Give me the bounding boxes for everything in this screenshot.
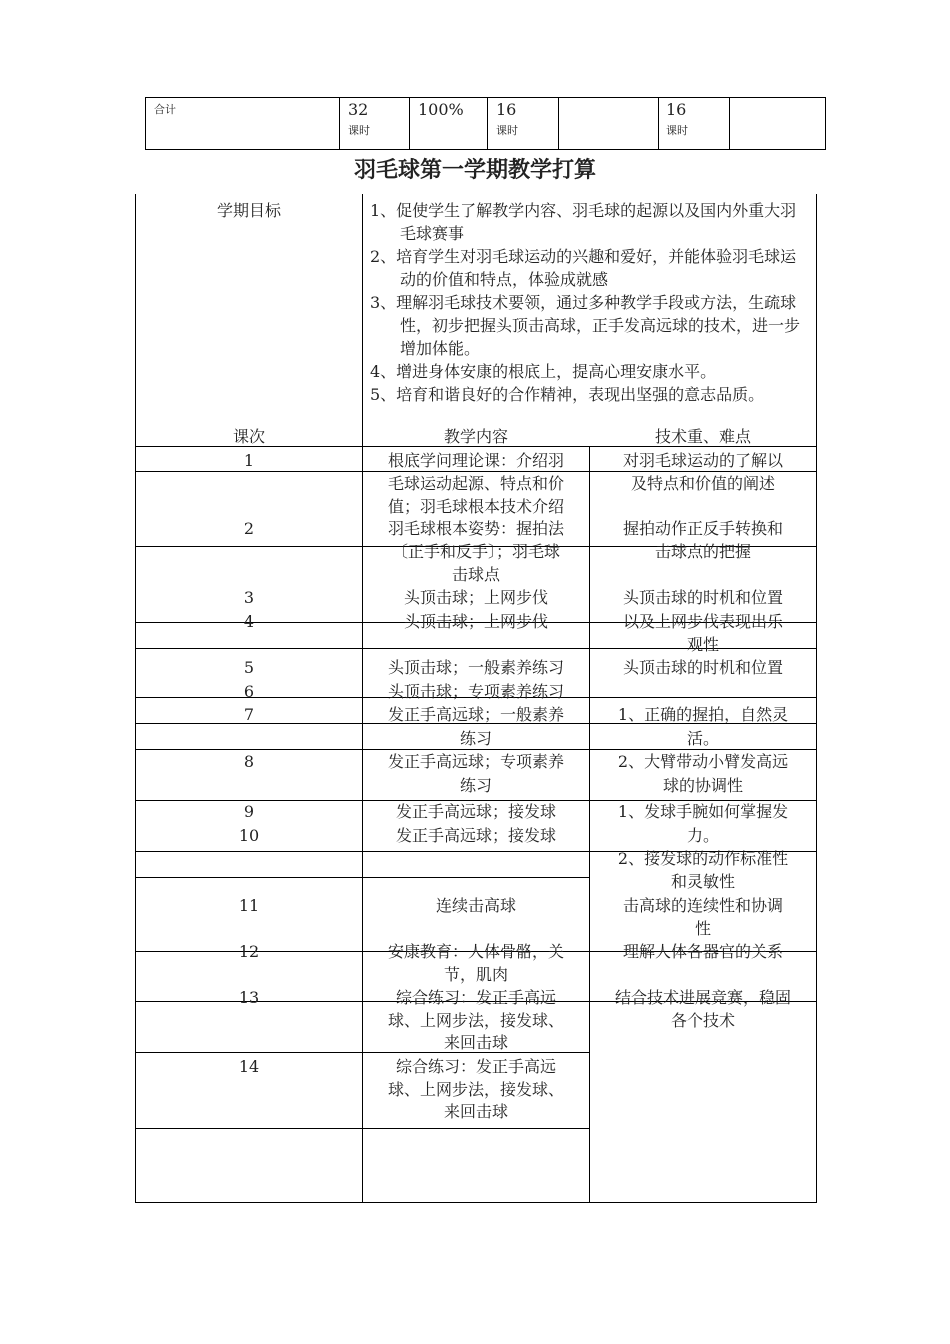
key-point: 2、大臂带动小臂发高远 (617, 752, 789, 771)
lesson-content: 头顶击球；上网步伐 (403, 612, 548, 631)
lesson-number: 1 (243, 451, 255, 470)
header-key-points: 技术重、难点 (654, 427, 751, 446)
goal-item: 4、增进身体安康的根底上，提高心理安康水平。 (370, 362, 717, 381)
col3-unit: 课时 (496, 124, 518, 137)
lesson-content: 节，肌肉 (443, 965, 508, 984)
lesson-content: 来回击球 (443, 1033, 508, 1052)
key-point: 握拍动作正反手转换和 (622, 519, 783, 538)
lesson-number: 11 (238, 896, 260, 915)
key-point: 力。 (686, 826, 719, 845)
row-divider (135, 877, 589, 878)
lesson-content: 值；羽毛球根本技术介绍 (387, 497, 564, 516)
lesson-content: 发正手高远球；一般素养 (387, 705, 564, 724)
key-point: 1、发球手腕如何掌握发 (617, 802, 789, 821)
lesson-content: 毛球运动起源、特点和价 (387, 474, 564, 493)
lesson-number: 4 (243, 612, 255, 631)
key-point: 头顶击球的时机和位置 (622, 658, 783, 677)
lesson-number: 3 (243, 588, 255, 607)
lesson-content: 综合练习：发正手高远 (395, 1057, 556, 1076)
semester-goals-label: 学期目标 (216, 201, 281, 220)
col5-unit: 课时 (666, 124, 688, 137)
key-point: 各个技术 (670, 1011, 735, 1030)
key-point: 1、正确的握拍，自然灵 (617, 705, 789, 724)
lesson-number: 10 (238, 826, 260, 845)
key-point: 头顶击球的时机和位置 (622, 588, 783, 607)
key-point: 击球点的把握 (654, 542, 751, 561)
lesson-number: 5 (243, 658, 255, 677)
lesson-number: 12 (238, 942, 260, 961)
key-point: 和灵敏性 (670, 872, 735, 891)
key-point: 击高球的连续性和协调 (622, 896, 783, 915)
total-hours: 32 (348, 100, 369, 119)
summary-table (145, 97, 826, 150)
lesson-content: 〔正手和反手〕；羽毛球 (391, 542, 560, 561)
lesson-number: 13 (238, 988, 260, 1007)
row-divider (135, 1128, 589, 1129)
header-content: 教学内容 (443, 427, 508, 446)
goal-item: 3、理解羽毛球技术要领，通过多种教学手段或方法，生疏球性，初步把握头顶击高球，正手发高远球的技术，进一步增加体能。 (370, 293, 801, 358)
lesson-number: 6 (243, 682, 255, 701)
lesson-content: 来回击球 (443, 1102, 508, 1121)
lesson-content: 练习 (459, 729, 492, 748)
key-point: 对羽毛球运动的了解以 (622, 451, 783, 470)
lesson-content: 发正手高远球；专项素养 (387, 752, 564, 771)
page-title: 羽毛球第一学期教学打算 (353, 158, 596, 183)
summary-label: 合计 (154, 103, 176, 116)
summary-divider (729, 98, 730, 149)
key-point: 结合技术进展竞赛，稳固 (614, 988, 791, 1007)
lesson-number: 2 (243, 519, 255, 538)
lesson-content: 球、上网步法，接发球、 (387, 1080, 564, 1099)
col5-hours: 16 (666, 100, 687, 119)
summary-divider (339, 98, 340, 149)
lesson-content: 练习 (459, 776, 492, 795)
summary-divider (487, 98, 488, 149)
goal-item: 5、培育和谐良好的合作精神，表现出坚强的意志品质。 (370, 385, 765, 404)
summary-divider (658, 98, 659, 149)
header-lesson: 课次 (232, 427, 265, 446)
lesson-number: 7 (243, 705, 255, 724)
total-unit: 课时 (348, 124, 370, 137)
summary-divider (409, 98, 410, 149)
lesson-number: 9 (243, 802, 255, 821)
lesson-content: 头顶击球；专项素养练习 (387, 682, 564, 701)
lesson-content: 击球点 (451, 565, 500, 584)
lesson-content: 连续击高球 (435, 896, 516, 915)
semester-goals-list (370, 199, 808, 406)
key-point: 活。 (686, 729, 719, 748)
lesson-content: 头顶击球；一般素养练习 (387, 658, 564, 677)
lesson-content: 头顶击球；上网步伐 (403, 588, 548, 607)
lesson-content: 发正手高远球；接发球 (395, 826, 556, 845)
key-point: 性 (694, 919, 711, 938)
key-point: 理解人体各器官的关系 (622, 942, 783, 961)
lesson-content: 综合练习：发正手高远 (395, 988, 556, 1007)
lesson-content: 羽毛球根本姿势：握拍法 (387, 519, 564, 538)
lesson-content: 安康教育：人体骨骼，关 (387, 942, 564, 961)
key-point: 球的协调性 (662, 776, 743, 795)
key-point: 以及上网步伐表现出乐 (622, 612, 783, 631)
key-point: 2、接发球的动作标准性 (617, 849, 789, 868)
goal-item: 1、促使学生了解教学内容、羽毛球的起源以及国内外重大羽毛球赛事 (370, 201, 797, 243)
total-percent: 100% (418, 100, 464, 119)
lesson-number: 8 (243, 752, 255, 771)
lesson-content: 根底学问理论课：介绍羽 (387, 451, 564, 470)
goal-item: 2、培育学生对羽毛球运动的兴趣和爱好，并能体验羽毛球运动的价值和特点，体验成就感 (370, 247, 797, 289)
key-point: 及特点和价值的阐述 (630, 474, 775, 493)
col3-hours: 16 (496, 100, 517, 119)
summary-divider (558, 98, 559, 149)
lesson-content: 球、上网步法，接发球、 (387, 1011, 564, 1030)
lesson-content: 发正手高远球；接发球 (395, 802, 556, 821)
key-point: 观性 (686, 635, 719, 654)
lesson-number: 14 (238, 1057, 260, 1076)
